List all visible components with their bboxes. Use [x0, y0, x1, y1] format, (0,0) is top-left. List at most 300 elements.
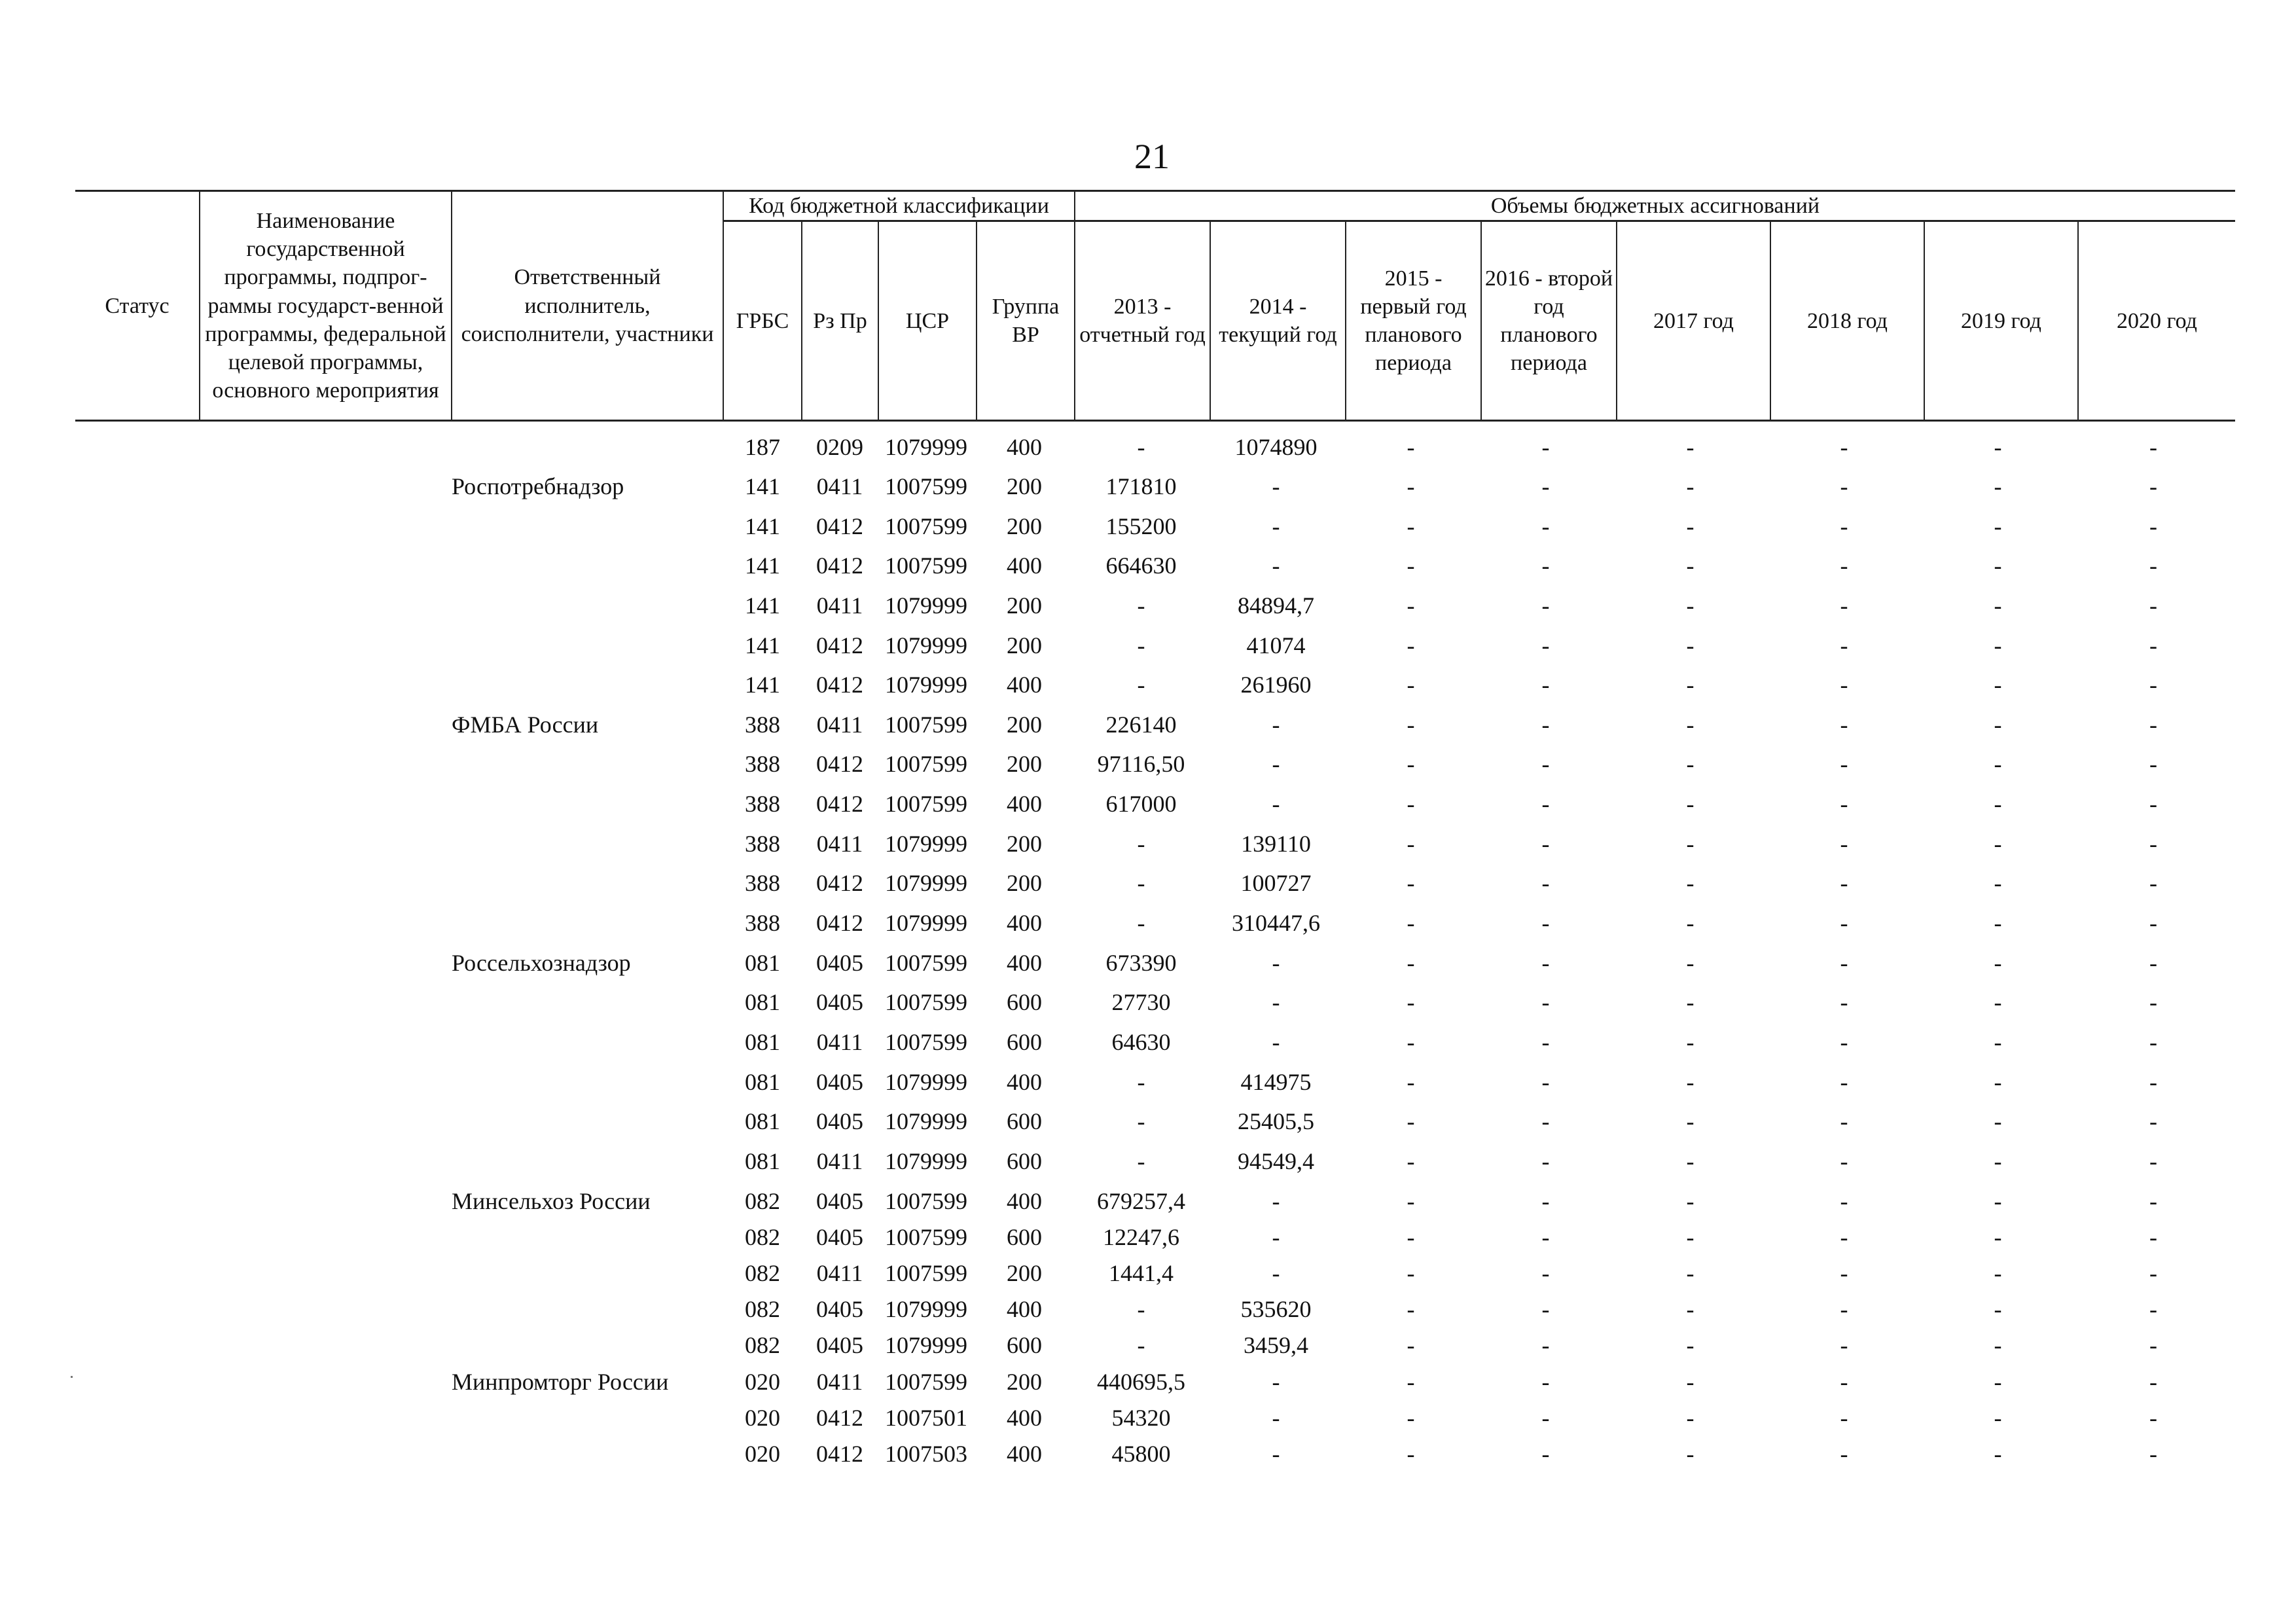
- cell-2018: -: [1840, 831, 1848, 857]
- cell-grbs: 081: [745, 1069, 780, 1095]
- table-row: [0, 1185, 2296, 1218]
- header-rzpr: Рз Пр: [802, 221, 878, 421]
- table-row: [0, 1221, 2296, 1254]
- cell-2016: -: [1541, 1148, 1550, 1174]
- cell-2013: -: [1137, 1108, 1145, 1134]
- cell-grbs: 082: [745, 1224, 780, 1250]
- cell-csr: 1007599: [885, 989, 967, 1015]
- cell-2019: -: [1994, 632, 2002, 659]
- cell-2016: -: [1541, 672, 1550, 698]
- cell-2013: 64630: [1111, 1029, 1171, 1055]
- cell-2015: -: [1407, 1069, 1415, 1095]
- cell-grbs: 388: [745, 910, 780, 936]
- header-executor: Ответственный исполнитель, соисполнители, участники: [452, 191, 723, 421]
- cell-2018: -: [1840, 1148, 1848, 1174]
- cell-2018: -: [1840, 1029, 1848, 1055]
- cell-2019: -: [1994, 1296, 2002, 1322]
- cell-2019: -: [1994, 1069, 2002, 1095]
- page-number: 21: [1134, 137, 1170, 176]
- cell-rzpr: 0411: [816, 1148, 863, 1174]
- cell-2015: -: [1407, 1260, 1415, 1286]
- cell-grbs: 082: [745, 1260, 780, 1286]
- cell-2013: -: [1137, 1148, 1145, 1174]
- cell-2016: -: [1541, 791, 1550, 817]
- cell-grbs: 388: [745, 712, 780, 738]
- cell-2014: 3459,4: [1244, 1332, 1308, 1358]
- cell-executor: Минпромторг России: [452, 1369, 669, 1395]
- cell-vr: 200: [1007, 751, 1042, 777]
- cell-csr: 1007599: [885, 712, 967, 738]
- cell-2018: -: [1840, 1188, 1848, 1214]
- cell-2019: -: [1994, 950, 2002, 976]
- cell-2015: -: [1407, 632, 1415, 659]
- cell-2018: -: [1840, 513, 1848, 539]
- cell-grbs: 388: [745, 831, 780, 857]
- cell-rzpr: 0209: [816, 434, 863, 460]
- cell-2017: -: [1686, 910, 1695, 936]
- cell-csr: 1079999: [885, 434, 967, 460]
- cell-vr: 200: [1007, 870, 1042, 896]
- cell-rzpr: 0412: [816, 552, 863, 579]
- cell-executor: Минсельхоз России: [452, 1188, 651, 1214]
- cell-2016: -: [1541, 552, 1550, 579]
- cell-2015: -: [1407, 1441, 1415, 1467]
- cell-grbs: 388: [745, 751, 780, 777]
- cell-2017: -: [1686, 473, 1695, 499]
- cell-2020: -: [2149, 1369, 2157, 1395]
- cell-2014: -: [1272, 1369, 1280, 1395]
- cell-vr: 400: [1007, 950, 1042, 976]
- cell-2014: -: [1272, 1224, 1280, 1250]
- cell-2013: 27730: [1111, 989, 1171, 1015]
- cell-2013: 12247,6: [1103, 1224, 1179, 1250]
- cell-2017: -: [1686, 632, 1695, 659]
- cell-grbs: 082: [745, 1332, 780, 1358]
- cell-2014: 84894,7: [1238, 592, 1314, 619]
- cell-csr: 1007503: [885, 1441, 967, 1467]
- cell-2017: -: [1686, 1369, 1695, 1395]
- cell-2017: -: [1686, 1148, 1695, 1174]
- cell-rzpr: 0405: [816, 1296, 863, 1322]
- cell-csr: 1007599: [885, 1188, 967, 1214]
- cell-executor: ФМБА России: [452, 712, 599, 738]
- cell-rzpr: 0405: [816, 1069, 863, 1095]
- cell-2016: -: [1541, 950, 1550, 976]
- cell-vr: 200: [1007, 1260, 1042, 1286]
- cell-2015: -: [1407, 1369, 1415, 1395]
- cell-grbs: 141: [745, 552, 780, 579]
- cell-2016: -: [1541, 632, 1550, 659]
- cell-2020: -: [2149, 1069, 2157, 1095]
- cell-2018: -: [1840, 712, 1848, 738]
- cell-2018: -: [1840, 473, 1848, 499]
- cell-2017: -: [1686, 1296, 1695, 1322]
- header-budget-code-group: Код бюджетной классификации: [723, 191, 1075, 221]
- header-program-name: Наименование государственной программы, подпрог-раммы государст-венной программы, федеральной целевой программы, основного мероприятия: [200, 191, 452, 421]
- cell-csr: 1007599: [885, 950, 967, 976]
- cell-vr: 600: [1007, 1224, 1042, 1250]
- cell-2015: -: [1407, 672, 1415, 698]
- cell-vr: 400: [1007, 910, 1042, 936]
- header-csr: ЦСР: [878, 221, 977, 421]
- cell-2014: -: [1272, 513, 1280, 539]
- cell-2020: -: [2149, 1441, 2157, 1467]
- cell-2014: -: [1272, 989, 1280, 1015]
- cell-rzpr: 0412: [816, 672, 863, 698]
- table-row: [0, 867, 2296, 899]
- table-row: [0, 907, 2296, 939]
- table-row: [0, 1329, 2296, 1362]
- cell-grbs: 081: [745, 1148, 780, 1174]
- cell-rzpr: 0411: [816, 831, 863, 857]
- cell-2013: -: [1137, 1332, 1145, 1358]
- cell-2019: -: [1994, 672, 2002, 698]
- header-2015: 2015 - первый год планового периода: [1346, 221, 1481, 421]
- cell-2014: -: [1272, 1029, 1280, 1055]
- cell-2015: -: [1407, 910, 1415, 936]
- cell-2016: -: [1541, 1296, 1550, 1322]
- cell-2017: -: [1686, 1405, 1695, 1431]
- cell-2014: 310447,6: [1232, 910, 1320, 936]
- header-2017: 2017 год: [1617, 221, 1770, 421]
- cell-rzpr: 0405: [816, 950, 863, 976]
- header-status: Статус: [75, 191, 200, 421]
- cell-2016: -: [1541, 1069, 1550, 1095]
- cell-vr: 200: [1007, 513, 1042, 539]
- cell-csr: 1079999: [885, 1332, 967, 1358]
- cell-2018: -: [1840, 791, 1848, 817]
- table-row: [0, 708, 2296, 741]
- cell-csr: 1079999: [885, 632, 967, 659]
- table-row: [0, 1293, 2296, 1326]
- cell-2019: -: [1994, 1405, 2002, 1431]
- cell-csr: 1007599: [885, 1369, 967, 1395]
- cell-rzpr: 0411: [816, 1369, 863, 1395]
- table-row: [0, 470, 2296, 503]
- cell-2014: 1074890: [1234, 434, 1318, 460]
- cell-rzpr: 0412: [816, 1405, 863, 1431]
- cell-2019: -: [1994, 473, 2002, 499]
- cell-2016: -: [1541, 473, 1550, 499]
- cell-rzpr: 0412: [816, 632, 863, 659]
- cell-rzpr: 0405: [816, 989, 863, 1015]
- table-row: [0, 1026, 2296, 1058]
- cell-2016: -: [1541, 592, 1550, 619]
- cell-csr: 1007599: [885, 1260, 967, 1286]
- cell-rzpr: 0411: [816, 473, 863, 499]
- cell-2015: -: [1407, 1188, 1415, 1214]
- cell-2019: -: [1994, 791, 2002, 817]
- cell-2019: -: [1994, 513, 2002, 539]
- cell-2016: -: [1541, 751, 1550, 777]
- cell-2018: -: [1840, 1224, 1848, 1250]
- header-2013: 2013 - отчетный год: [1075, 221, 1210, 421]
- cell-2016: -: [1541, 1260, 1550, 1286]
- cell-2019: -: [1994, 831, 2002, 857]
- table-row: [0, 986, 2296, 1019]
- cell-2019: -: [1994, 552, 2002, 579]
- cell-2019: -: [1994, 1029, 2002, 1055]
- cell-vr: 200: [1007, 712, 1042, 738]
- cell-2020: -: [2149, 1188, 2157, 1214]
- cell-2013: -: [1137, 672, 1145, 698]
- cell-rzpr: 0405: [816, 1188, 863, 1214]
- cell-csr: 1079999: [885, 1296, 967, 1322]
- cell-2013: 664630: [1105, 552, 1177, 579]
- cell-grbs: 082: [745, 1188, 780, 1214]
- cell-2014: -: [1272, 751, 1280, 777]
- cell-2014: -: [1272, 1260, 1280, 1286]
- cell-2014: 261960: [1240, 672, 1312, 698]
- cell-csr: 1007599: [885, 513, 967, 539]
- cell-grbs: 081: [745, 1108, 780, 1134]
- cell-csr: 1007599: [885, 791, 967, 817]
- cell-2020: -: [2149, 434, 2157, 460]
- cell-2017: -: [1686, 513, 1695, 539]
- cell-2020: -: [2149, 1260, 2157, 1286]
- cell-2019: -: [1994, 1224, 2002, 1250]
- table-row: [0, 629, 2296, 662]
- cell-2019: -: [1994, 989, 2002, 1015]
- cell-2018: -: [1840, 751, 1848, 777]
- cell-vr: 200: [1007, 1369, 1042, 1395]
- cell-2018: -: [1840, 1069, 1848, 1095]
- cell-grbs: 141: [745, 672, 780, 698]
- cell-2018: -: [1840, 989, 1848, 1015]
- cell-vr: 600: [1007, 1332, 1042, 1358]
- cell-2015: -: [1407, 950, 1415, 976]
- cell-2016: -: [1541, 870, 1550, 896]
- cell-csr: 1007599: [885, 1224, 967, 1250]
- table-row: [0, 549, 2296, 582]
- header-2016: 2016 - второй год планового периода: [1481, 221, 1617, 421]
- cell-csr: 1007599: [885, 1029, 967, 1055]
- table-row: [0, 510, 2296, 543]
- cell-vr: 400: [1007, 672, 1042, 698]
- cell-2018: -: [1840, 1332, 1848, 1358]
- cell-2020: -: [2149, 1108, 2157, 1134]
- cell-2013: 45800: [1111, 1441, 1171, 1467]
- table-row: [0, 1066, 2296, 1098]
- cell-2014: 94549,4: [1238, 1148, 1314, 1174]
- cell-grbs: 081: [745, 989, 780, 1015]
- cell-2013: 54320: [1111, 1405, 1171, 1431]
- cell-2020: -: [2149, 632, 2157, 659]
- cell-2015: -: [1407, 1405, 1415, 1431]
- table-row: [0, 1257, 2296, 1290]
- cell-2013: 617000: [1105, 791, 1177, 817]
- cell-2013: -: [1137, 632, 1145, 659]
- cell-vr: 600: [1007, 989, 1042, 1015]
- cell-2013: 171810: [1105, 473, 1177, 499]
- cell-2014: 25405,5: [1238, 1108, 1314, 1134]
- cell-grbs: 187: [745, 434, 780, 460]
- cell-2019: -: [1994, 1108, 2002, 1134]
- header-2018: 2018 год: [1770, 221, 1924, 421]
- table-row: [0, 1145, 2296, 1178]
- table-row: [0, 1401, 2296, 1434]
- cell-rzpr: 0411: [816, 1260, 863, 1286]
- cell-2017: -: [1686, 989, 1695, 1015]
- cell-vr: 400: [1007, 1296, 1042, 1322]
- cell-2014: 41074: [1246, 632, 1306, 659]
- cell-2016: -: [1541, 1188, 1550, 1214]
- cell-2020: -: [2149, 910, 2157, 936]
- cell-2014: 535620: [1240, 1296, 1312, 1322]
- cell-2018: -: [1840, 434, 1848, 460]
- cell-executor: Роспотребнадзор: [452, 473, 624, 499]
- header-2019: 2019 год: [1924, 221, 2078, 421]
- cell-2013: 1441,4: [1109, 1260, 1174, 1286]
- cell-2015: -: [1407, 1148, 1415, 1174]
- cell-2017: -: [1686, 1069, 1695, 1095]
- cell-2014: 100727: [1240, 870, 1312, 896]
- cell-2017: -: [1686, 870, 1695, 896]
- cell-2014: -: [1272, 791, 1280, 817]
- cell-2016: -: [1541, 1441, 1550, 1467]
- cell-2020: -: [2149, 1405, 2157, 1431]
- cell-rzpr: 0405: [816, 1108, 863, 1134]
- table-row: [0, 827, 2296, 860]
- cell-2020: -: [2149, 950, 2157, 976]
- cell-vr: 400: [1007, 434, 1042, 460]
- cell-2017: -: [1686, 552, 1695, 579]
- cell-2013: 679257,4: [1097, 1188, 1185, 1214]
- scan-speck: [71, 1376, 73, 1378]
- cell-2019: -: [1994, 1332, 2002, 1358]
- cell-csr: 1079999: [885, 592, 967, 619]
- cell-2018: -: [1840, 1296, 1848, 1322]
- cell-2020: -: [2149, 1029, 2157, 1055]
- cell-vr: 200: [1007, 592, 1042, 619]
- cell-2019: -: [1994, 1441, 2002, 1467]
- cell-2016: -: [1541, 831, 1550, 857]
- cell-2017: -: [1686, 712, 1695, 738]
- cell-2017: -: [1686, 950, 1695, 976]
- table-row: [0, 1105, 2296, 1138]
- cell-2020: -: [2149, 672, 2157, 698]
- cell-2017: -: [1686, 1029, 1695, 1055]
- table-row: [0, 589, 2296, 622]
- cell-vr: 400: [1007, 1069, 1042, 1095]
- cell-2016: -: [1541, 1332, 1550, 1358]
- cell-2017: -: [1686, 1108, 1695, 1134]
- cell-vr: 400: [1007, 1188, 1042, 1214]
- cell-2020: -: [2149, 870, 2157, 896]
- cell-2016: -: [1541, 989, 1550, 1015]
- cell-2018: -: [1840, 1369, 1848, 1395]
- cell-2013: 440695,5: [1097, 1369, 1185, 1395]
- cell-grbs: 388: [745, 791, 780, 817]
- cell-rzpr: 0411: [816, 712, 863, 738]
- cell-2019: -: [1994, 712, 2002, 738]
- cell-2013: -: [1137, 1296, 1145, 1322]
- cell-2013: 155200: [1105, 513, 1177, 539]
- header-2020: 2020 год: [2078, 221, 2235, 421]
- cell-vr: 600: [1007, 1148, 1042, 1174]
- cell-vr: 200: [1007, 473, 1042, 499]
- cell-grbs: 141: [745, 632, 780, 659]
- cell-2018: -: [1840, 910, 1848, 936]
- table-row: [0, 431, 2296, 463]
- cell-2018: -: [1840, 672, 1848, 698]
- cell-csr: 1079999: [885, 1108, 967, 1134]
- cell-grbs: 141: [745, 592, 780, 619]
- cell-2020: -: [2149, 831, 2157, 857]
- cell-rzpr: 0412: [816, 870, 863, 896]
- cell-vr: 400: [1007, 1405, 1042, 1431]
- cell-2018: -: [1840, 552, 1848, 579]
- cell-vr: 600: [1007, 1108, 1042, 1134]
- cell-2013: -: [1137, 831, 1145, 857]
- cell-grbs: 020: [745, 1441, 780, 1467]
- cell-rzpr: 0412: [816, 910, 863, 936]
- cell-2015: -: [1407, 592, 1415, 619]
- cell-vr: 400: [1007, 1441, 1042, 1467]
- cell-2018: -: [1840, 632, 1848, 659]
- cell-2013: 226140: [1105, 712, 1177, 738]
- cell-2017: -: [1686, 1332, 1695, 1358]
- cell-2018: -: [1840, 1260, 1848, 1286]
- cell-2015: -: [1407, 1108, 1415, 1134]
- cell-grbs: 081: [745, 1029, 780, 1055]
- cell-2017: -: [1686, 434, 1695, 460]
- cell-vr: 400: [1007, 791, 1042, 817]
- cell-2015: -: [1407, 552, 1415, 579]
- table-row: [0, 1437, 2296, 1470]
- cell-2020: -: [2149, 1224, 2157, 1250]
- cell-2015: -: [1407, 473, 1415, 499]
- cell-rzpr: 0412: [816, 751, 863, 777]
- cell-vr: 400: [1007, 552, 1042, 579]
- cell-2017: -: [1686, 1188, 1695, 1214]
- cell-rzpr: 0411: [816, 1029, 863, 1055]
- cell-2014: -: [1272, 712, 1280, 738]
- cell-grbs: 020: [745, 1405, 780, 1431]
- cell-rzpr: 0412: [816, 791, 863, 817]
- cell-2019: -: [1994, 910, 2002, 936]
- cell-2014: 414975: [1240, 1069, 1312, 1095]
- table-row: [0, 787, 2296, 820]
- cell-rzpr: 0405: [816, 1224, 863, 1250]
- header-2014: 2014 - текущий год: [1210, 221, 1346, 421]
- cell-rzpr: 0412: [816, 513, 863, 539]
- cell-grbs: 388: [745, 870, 780, 896]
- cell-2015: -: [1407, 513, 1415, 539]
- cell-grbs: 081: [745, 950, 780, 976]
- cell-2018: -: [1840, 950, 1848, 976]
- cell-2015: -: [1407, 1296, 1415, 1322]
- cell-grbs: 020: [745, 1369, 780, 1395]
- cell-2018: -: [1840, 592, 1848, 619]
- cell-2019: -: [1994, 870, 2002, 896]
- cell-2020: -: [2149, 513, 2157, 539]
- cell-2015: -: [1407, 1332, 1415, 1358]
- cell-2017: -: [1686, 831, 1695, 857]
- cell-2019: -: [1994, 1148, 2002, 1174]
- cell-2019: -: [1994, 434, 2002, 460]
- cell-executor: Россельхознадзор: [452, 950, 631, 976]
- cell-2015: -: [1407, 1029, 1415, 1055]
- table-row: [0, 748, 2296, 780]
- table-row: [0, 947, 2296, 979]
- cell-2016: -: [1541, 434, 1550, 460]
- cell-csr: 1007599: [885, 552, 967, 579]
- cell-2013: -: [1137, 910, 1145, 936]
- cell-csr: 1079999: [885, 672, 967, 698]
- cell-2020: -: [2149, 473, 2157, 499]
- cell-2017: -: [1686, 672, 1695, 698]
